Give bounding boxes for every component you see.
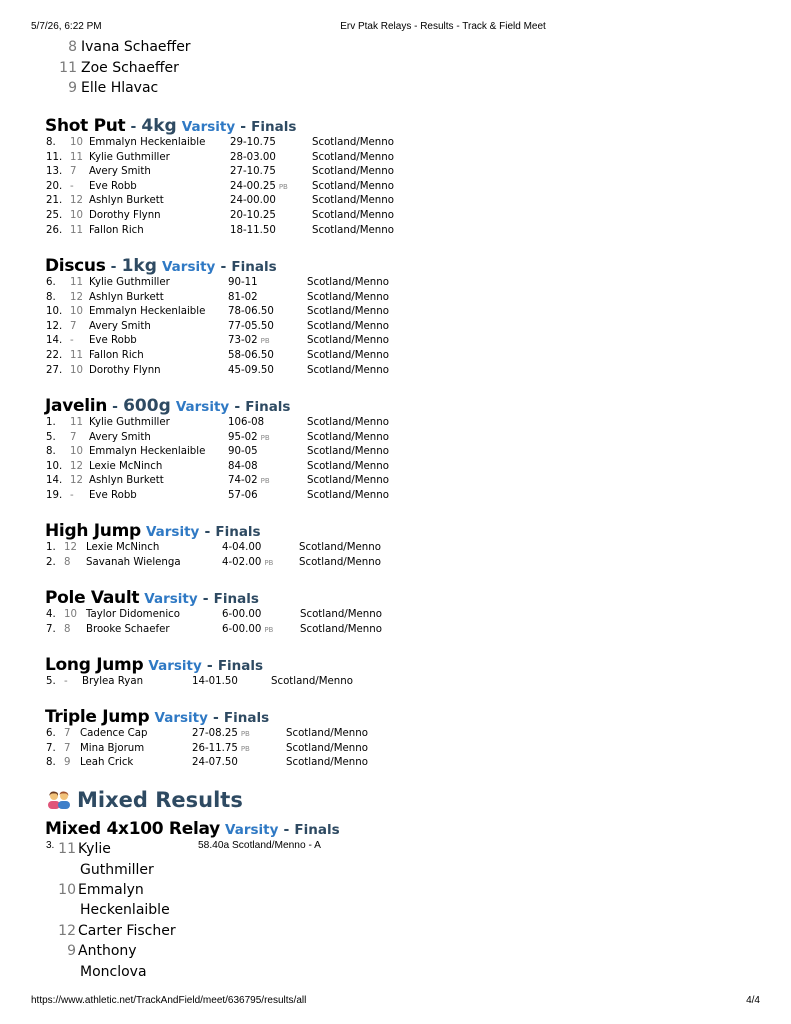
result-athlete-name[interactable]: Avery Smith [89, 166, 151, 178]
result-team[interactable]: Scotland/Menno [307, 364, 389, 376]
event-division: Varsity [144, 591, 198, 607]
result-mark[interactable]: 78-06.50 [228, 306, 274, 318]
result-athlete-name[interactable]: Eve Robb [89, 180, 137, 192]
result-athlete-name[interactable]: Lexie McNinch [89, 460, 163, 472]
relay-leg [58, 880, 144, 901]
athlete-name[interactable]: Elle Hlavac [81, 80, 159, 96]
section-title-text: Mixed Results [77, 788, 243, 812]
result-grade: - [70, 335, 74, 347]
result-athlete-name[interactable]: Fallon Rich [89, 224, 144, 236]
result-team[interactable]: Scotland/Menno [271, 676, 353, 687]
event-round: Finals [223, 710, 270, 726]
event-separator: - [240, 119, 247, 135]
event-round: Finals [245, 399, 291, 415]
result-mark[interactable]: 29-10.75 [230, 137, 276, 148]
relay-leg-grade: 12 [58, 923, 76, 939]
result-mark[interactable]: 58-06.50 [228, 350, 274, 361]
result-grade: 10 [64, 609, 77, 620]
result-athlete-name[interactable]: Avery Smith [89, 320, 151, 332]
event-separator: - [206, 658, 213, 674]
relay-leg [58, 839, 111, 860]
result-team[interactable]: Scotland/Menno [307, 350, 389, 361]
result-team[interactable]: Scotland/Menno [307, 291, 389, 303]
event-separator: - [213, 710, 219, 726]
result-athlete-name[interactable]: Mina Bjorum [80, 742, 145, 754]
result-place: 10. [46, 460, 63, 472]
result-place: 19. [46, 490, 63, 501]
event-title-javelin[interactable] [45, 396, 290, 416]
result-grade: 11 [70, 350, 83, 361]
event-name: Javelin [45, 396, 108, 416]
result-team[interactable]: Scotland/Menno [300, 609, 382, 620]
personal-best-badge: PB [240, 744, 250, 753]
personal-best-badge: PB [240, 730, 250, 738]
event-round: Finals [294, 822, 340, 838]
people-icon [46, 791, 72, 809]
result-mark[interactable]: 20-10.25 [230, 210, 276, 221]
result-mark[interactable]: 6-00.00 PB [222, 623, 274, 635]
result-place: 8. [46, 757, 56, 769]
result-place: 6. [46, 277, 56, 288]
result-mark[interactable]: 84-08 [228, 460, 258, 472]
event-round: Finals [217, 658, 264, 674]
athlete-grade: 8 [68, 39, 77, 55]
event-division: Varsity [145, 524, 200, 540]
event-weight: 1kg [121, 256, 157, 276]
result-team[interactable]: Scotland/Menno [299, 556, 381, 568]
result-grade: 10 [70, 306, 83, 318]
relay-leg-grade: 9 [67, 943, 76, 959]
event-separator: - [283, 822, 290, 838]
event-name: High Jump [45, 521, 141, 541]
relay-leg-name[interactable]: Guthmiller [80, 862, 154, 878]
relay-leg-name[interactable]: Carter Fischer [78, 923, 176, 939]
result-place: 7. [46, 623, 56, 635]
relay-leg-name[interactable]: Anthony [78, 943, 137, 959]
result-grade: 8 [64, 556, 71, 568]
personal-best-badge: PB [260, 477, 270, 486]
event-separator: - [204, 524, 211, 540]
result-place: 11. [46, 151, 63, 163]
result-mark[interactable]: 4-04.00 [222, 542, 262, 553]
result-team[interactable]: Scotland/Menno [299, 542, 381, 553]
event-round: Finals [213, 591, 259, 607]
section-title-mixed-results [46, 788, 243, 812]
event-round: Finals [251, 119, 297, 135]
result-athlete-name[interactable]: Kylie Guthmiller [89, 417, 170, 428]
athlete-grade: 11 [59, 60, 77, 76]
result-athlete-name[interactable]: Eve Robb [89, 335, 137, 347]
print-page-title: Erv Ptak Relays - Results - Track & Field Meet [340, 21, 546, 32]
result-place: 25. [46, 210, 63, 221]
event-separator: - [202, 591, 209, 607]
result-place: 2. [46, 556, 56, 568]
result-team[interactable]: Scotland/Menno [286, 728, 368, 739]
result-grade: 10 [70, 137, 83, 148]
relay-leg [58, 941, 137, 962]
relay-leg-grade: 10 [58, 882, 76, 898]
result-place: 7. [46, 742, 56, 754]
event-round: Finals [231, 259, 277, 275]
event-division: Varsity [225, 822, 279, 838]
result-team[interactable]: Scotland/Menno [307, 306, 389, 318]
result-place: 22. [46, 350, 63, 361]
result-team[interactable]: Scotland/Menno [286, 742, 368, 754]
result-team[interactable]: Scotland/Menno [307, 320, 389, 332]
result-mark[interactable]: 24-00.25 PB [230, 180, 288, 192]
result-mark[interactable]: 95-02 PB [228, 431, 270, 443]
event-title-long-jump[interactable] [45, 655, 263, 675]
event-separator: - [220, 259, 227, 275]
result-grade: 12 [70, 195, 83, 207]
event-title-high-jump[interactable] [45, 521, 261, 541]
event-name: Mixed 4x100 Relay [45, 819, 220, 839]
athlete-line [59, 78, 158, 99]
result-mark[interactable]: 77-05.50 [228, 320, 274, 332]
result-athlete-name[interactable]: Emmalyn Heckenlaible [89, 446, 206, 458]
event-separator: - [110, 259, 117, 275]
result-team[interactable]: Scotland/Menno [312, 137, 394, 148]
result-place: 20. [46, 180, 63, 192]
result-place: 12. [46, 320, 63, 332]
result-grade: 9 [64, 757, 71, 769]
result-team[interactable]: Scotland/Menno [312, 180, 394, 192]
result-team[interactable]: Scotland/Menno [312, 224, 394, 236]
result-mark[interactable]: 57-06 [228, 490, 258, 501]
result-place: 13. [46, 166, 63, 178]
athlete-name[interactable]: Ivana Schaeffer [81, 39, 191, 55]
relay-leg-continued [80, 962, 147, 983]
result-grade: 7 [70, 320, 77, 332]
event-separator: - [112, 399, 118, 415]
result-athlete-name[interactable]: Ashlyn Burkett [89, 195, 164, 207]
result-place: 1. [46, 542, 56, 553]
result-grade: 12 [70, 291, 83, 303]
result-athlete-name[interactable]: Dorothy Flynn [89, 364, 161, 376]
result-place: 5. [46, 676, 56, 687]
result-athlete-name[interactable]: Fallon Rich [89, 350, 144, 361]
result-team[interactable]: Scotland/Menno [312, 166, 394, 178]
relay-place: 3. [46, 840, 55, 851]
result-place: 10. [46, 306, 63, 318]
result-grade: 7 [70, 166, 77, 178]
athlete-name[interactable]: Zoe Schaeffer [81, 60, 179, 76]
result-mark[interactable]: 90-05 [228, 446, 258, 458]
result-team[interactable]: Scotland/Menno [312, 195, 394, 207]
result-team[interactable]: Scotland/Menno [307, 490, 389, 501]
result-mark[interactable]: 24-07.50 [192, 757, 238, 769]
print-datetime: 5/7/26, 6:22 PM [31, 21, 102, 32]
result-athlete-name[interactable]: Dorothy Flynn [89, 210, 161, 221]
personal-best-badge: PB [260, 433, 270, 442]
result-team[interactable]: Scotland/Menno [286, 757, 368, 769]
result-athlete-name[interactable]: Cadence Cap [80, 728, 148, 739]
personal-best-badge: PB [264, 558, 274, 567]
result-place: 8. [46, 446, 56, 458]
personal-best-badge: PB [260, 337, 270, 346]
result-grade: 11 [70, 224, 83, 236]
result-grade: 7 [64, 728, 71, 739]
event-separator: - [234, 399, 241, 415]
result-team[interactable]: Scotland/Menno [307, 335, 389, 347]
event-name: Shot Put [45, 116, 126, 136]
result-place: 1. [46, 417, 56, 428]
personal-best-badge: PB [278, 182, 288, 191]
result-mark[interactable]: 27-10.75 [230, 166, 276, 178]
result-grade: 7 [64, 742, 71, 754]
athlete-line [59, 58, 179, 79]
event-name: Discus [45, 256, 106, 276]
result-team[interactable]: Scotland/Menno [307, 460, 389, 472]
event-division: Varsity [148, 658, 202, 674]
result-athlete-name[interactable]: Lexie McNinch [86, 542, 160, 553]
result-team[interactable]: Scotland/Menno [307, 277, 389, 288]
personal-best-badge: PB [264, 625, 274, 634]
result-team[interactable]: Scotland/Menno [312, 210, 394, 221]
result-mark[interactable]: 4-02.00 PB [222, 556, 274, 568]
result-grade: 11 [70, 417, 83, 428]
relay-result [198, 840, 321, 851]
result-grade: 10 [70, 210, 83, 221]
result-mark[interactable]: 6-00.00 [222, 609, 262, 620]
result-grade: 10 [70, 364, 83, 376]
result-mark[interactable]: 74-02 PB [228, 475, 270, 487]
result-team[interactable]: Scotland/Menno [307, 446, 389, 458]
event-title-triple-jump[interactable] [45, 707, 269, 727]
relay-mark[interactable]: 58.40a [198, 840, 230, 851]
result-grade: 12 [70, 460, 83, 472]
result-place: 5. [46, 431, 56, 443]
event-division: Varsity [161, 259, 216, 275]
result-athlete-name[interactable]: Eve Robb [89, 490, 137, 501]
result-place: 27. [46, 364, 63, 376]
athlete-line [59, 37, 191, 58]
event-round: Finals [215, 524, 261, 540]
event-title-mixed-4x100-relay[interactable] [45, 819, 340, 839]
event-division: Varsity [181, 119, 236, 135]
result-grade: - [70, 490, 74, 501]
print-url[interactable]: https://www.athletic.net/TrackAndField/meet/636795/results/all [31, 995, 307, 1006]
event-division: Varsity [154, 710, 208, 726]
result-athlete-name[interactable]: Emmalyn Heckenlaible [89, 137, 206, 148]
result-place: 4. [46, 609, 56, 620]
result-mark[interactable]: 14-01.50 [192, 676, 238, 687]
event-division: Varsity [175, 399, 230, 415]
result-team[interactable]: Scotland/Menno [307, 417, 389, 428]
event-weight: 600g [123, 396, 171, 416]
result-mark[interactable]: 73-02 PB [228, 335, 270, 347]
event-name: Pole Vault [45, 588, 140, 608]
result-place: 6. [46, 728, 56, 739]
event-title-discus[interactable] [45, 256, 277, 276]
result-athlete-name[interactable]: Kylie Guthmiller [89, 151, 170, 163]
relay-team[interactable]: Scotland/Menno - A [232, 840, 321, 851]
result-athlete-name[interactable]: Brooke Schaefer [86, 623, 170, 635]
athlete-grade: 9 [68, 80, 77, 96]
relay-leg-continued [80, 900, 170, 921]
result-team[interactable]: Scotland/Menno [307, 475, 389, 487]
result-mark[interactable]: 26-11.75 PB [192, 742, 250, 754]
result-grade: 12 [64, 542, 77, 553]
result-athlete-name[interactable]: Savanah Wielenga [86, 556, 181, 568]
result-athlete-name[interactable]: Kylie Guthmiller [89, 277, 170, 288]
result-team[interactable]: Scotland/Menno [307, 431, 389, 443]
relay-leg-name[interactable]: Heckenlaible [80, 902, 170, 918]
result-mark[interactable]: 28-03.00 [230, 151, 276, 163]
result-place: 21. [46, 195, 63, 207]
result-mark[interactable]: 45-09.50 [228, 364, 274, 376]
result-grade: 11 [70, 277, 83, 288]
relay-leg-name[interactable]: Emmalyn [78, 882, 144, 898]
result-place: 8. [46, 137, 56, 148]
result-athlete-name[interactable]: Avery Smith [89, 431, 151, 443]
result-athlete-name[interactable]: Emmalyn Heckenlaible [89, 306, 206, 318]
result-athlete-name[interactable]: Brylea Ryan [82, 676, 144, 687]
event-name: Long Jump [45, 655, 144, 675]
event-title-pole-vault[interactable] [45, 588, 259, 608]
event-name: Triple Jump [45, 707, 150, 727]
result-mark[interactable]: 81-02 [228, 291, 258, 303]
result-mark[interactable]: 18-11.50 [230, 224, 276, 236]
relay-leg-continued [80, 860, 154, 881]
result-athlete-name[interactable]: Taylor Didomenico [86, 609, 180, 620]
result-grade: - [64, 676, 68, 687]
result-grade: 11 [70, 151, 83, 163]
result-grade: 10 [70, 446, 83, 458]
result-place: 14. [46, 335, 63, 347]
event-title-shot-put[interactable] [45, 116, 296, 136]
print-page-number: 4/4 [746, 995, 760, 1006]
result-mark[interactable]: 24-00.00 [230, 195, 276, 207]
result-place: 8. [46, 291, 56, 303]
result-team[interactable]: Scotland/Menno [300, 623, 382, 635]
event-weight: 4kg [141, 116, 177, 136]
relay-leg-name[interactable]: Monclova [80, 964, 147, 980]
result-grade: - [70, 180, 74, 192]
result-athlete-name[interactable]: Ashlyn Burkett [89, 291, 164, 303]
result-grade: 8 [64, 623, 71, 635]
result-mark[interactable]: 106-08 [228, 417, 265, 428]
result-athlete-name[interactable]: Leah Crick [80, 757, 134, 769]
relay-leg-grade: 11 [58, 841, 76, 857]
result-grade: 7 [70, 431, 77, 443]
result-team[interactable]: Scotland/Menno [312, 151, 394, 163]
relay-leg [58, 921, 176, 942]
result-mark[interactable]: 27-08.25 PB [192, 728, 250, 739]
relay-leg-name[interactable]: Kylie [78, 841, 111, 857]
result-mark[interactable]: 90-11 [228, 277, 258, 288]
event-separator: - [130, 119, 137, 135]
result-place: 14. [46, 475, 63, 487]
result-athlete-name[interactable]: Ashlyn Burkett [89, 475, 164, 487]
result-grade: 12 [70, 475, 83, 487]
result-place: 26. [46, 224, 63, 236]
